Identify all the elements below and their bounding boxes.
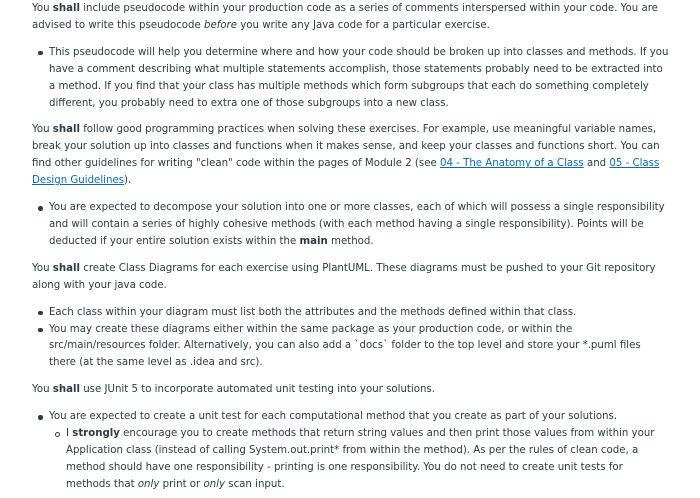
emphasis-shall: shall [52,384,80,396]
text: scan input. [225,478,285,490]
list-item [49,409,670,494]
text: use JUnit 5 to incorporate automated unit testing into your solutions. [79,384,435,396]
requirement-junit [32,382,670,399]
text: encourage you to create methods that return string values and then print those values from within your Application class (instead of calling System.out.print* from within the method). As per the rules of clean code, a method should have one responsibility - printing is one responsibility. You do not need to create unit tests for methods that [66,428,655,490]
emphasis-shall: shall [52,124,80,136]
sub-list-item [66,426,670,494]
text: create Class Diagrams for each exercise using PlantUML. These diagrams must be pushed to your Git repository along with your java code. [32,262,656,291]
text: method. [327,235,374,247]
requirement-pseudocode [32,1,670,35]
link-class-design-guidelines[interactable]: 05 - Class Design Guidelines [32,158,660,187]
diagram-notes-list [32,305,670,373]
requirement-good-practices [32,122,670,190]
emphasis-before: before [204,19,238,31]
pseudocode-notes-list [32,45,670,113]
text: You [32,124,53,136]
list-item: This pseudocode will help you determine where and how your code should be broken up into classes and methods. If you have a comment describing what multiple statements accomplish, those statements probably need to be extracted into a method. If you find that your class has multiple methods which form subgroups that each do something completely different, you probably need to extra one of those subgroups into a new class. [49,45,670,113]
junit-subnotes-list [49,426,670,494]
text: You [32,262,53,274]
text: I [66,428,73,440]
text: follow good programming practices when solving these exercises. For example, use meaningful variable names, break your solution up into classes and functions when it makes sense, and keep your classes and functions short. You can find other guidelines for writing "clean" code within the pages of Module 2 (see [32,124,660,170]
emphasis-shall: shall [52,262,80,274]
text: you write any Java code for a particular exercise. [237,19,490,31]
emphasis-shall: shall [52,3,80,14]
emphasis-only: only [203,478,226,490]
list-item: Each class within your diagram must list both the attributes and the methods defined within that class. [49,305,670,322]
emphasis-only: only [137,478,160,490]
text: and [583,158,610,170]
emphasis-strongly: strongly [72,428,120,440]
text: print or [159,478,204,490]
text: You are expected to decompose your solution into one or more classes, each of which will possess a single responsibility and will contain a series of highly cohesive methods (with each method having a single responsibility). Points will be deducted if your entire solution exists within the [49,202,665,247]
list-item [49,200,670,251]
requirement-class-diagrams [32,261,670,295]
text: ). [124,175,132,187]
text: You are expected to create a unit test for each computational method that you create as part of your solutions. [49,411,618,423]
text: You [32,384,53,396]
practices-notes-list [32,200,670,251]
emphasis-main: main [299,235,328,247]
text: You [32,3,53,14]
link-anatomy-of-a-class[interactable]: 04 - The Anatomy of a Class [439,158,584,170]
junit-notes-list [32,409,670,494]
text: include pseudocode within your production code as a series of comments interspersed within your code. You are advised to write this pseudocode [32,3,658,31]
list-item: You may create these diagrams either within the same package as your production code, or within the src/main/resources folder. Alternatively, you can also add a `docs` folder to the top level and store your *.puml files there (at the same level as .idea and src). [49,322,670,373]
